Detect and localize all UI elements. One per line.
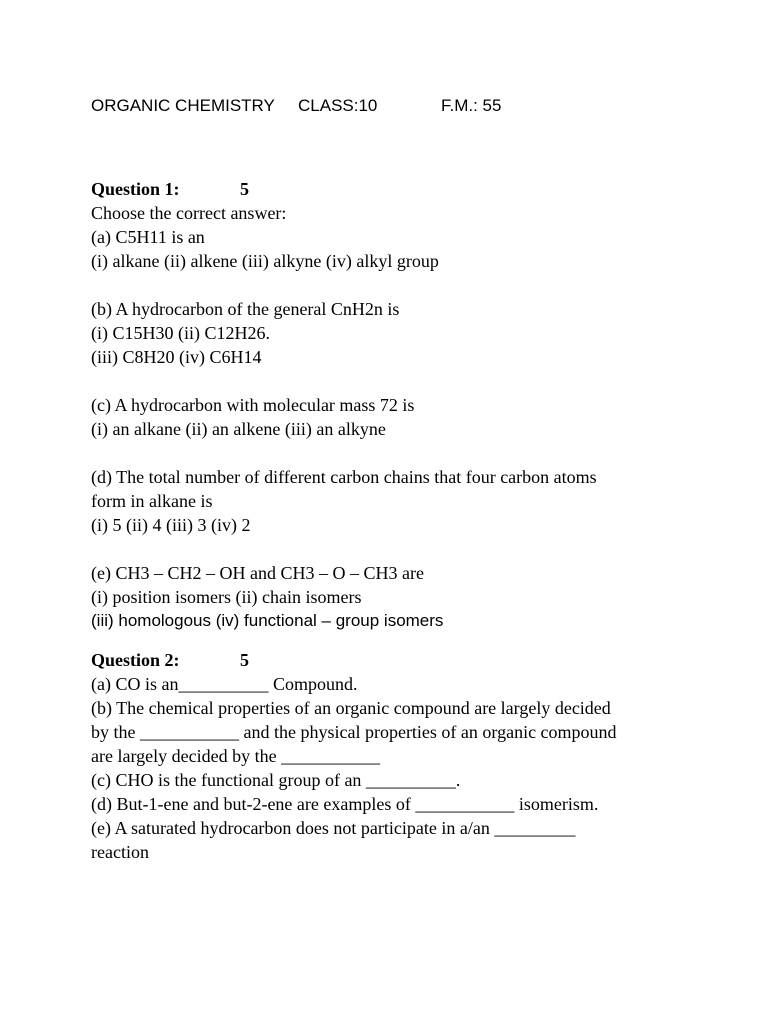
q2-b-line-2: by the ___________ and the physical properties of an organic compound [91,722,617,742]
q1-a-options: (i) alkane (ii) alkene (iii) alkyne (iv) alkyl group [91,251,439,271]
full-marks-label: F.M.: 55 [441,96,502,115]
q1-b-stem: (b) A hydrocarbon of the general CnH2n is [91,299,400,319]
question-2-title: Question 2: [91,650,180,670]
q1-c-stem: (c) A hydrocarbon with molecular mass 72 is [91,395,415,415]
question-1-section [91,177,711,633]
question-2-marks: 5 [240,650,249,670]
q2-e-line-2: reaction [91,842,149,862]
q2-a: (a) CO is an__________ Compound. [91,674,358,694]
q1-d-options: (i) 5 (ii) 4 (iii) 3 (iv) 2 [91,515,251,535]
q1-d-stem-2: form in alkane is [91,491,213,511]
q1-e-stem: (e) CH3 – CH2 – OH and CH3 – O – CH3 are [91,563,424,583]
question-2-heading [91,648,711,672]
q1-b-options-2: (iii) C8H20 (iv) C6H14 [91,347,262,367]
q2-d: (d) But-1-ene and but-2-ene are examples of ___________ isomerism. [91,794,599,814]
subject-title: ORGANIC CHEMISTRY [91,96,275,115]
question-1-instruction: Choose the correct answer: [91,203,287,223]
q1-c-options: (i) an alkane (ii) an alkene (iii) an alkyne [91,419,386,439]
q2-b-line-1: (b) The chemical properties of an organic compound are largely decided [91,698,611,718]
question-2-section [91,648,711,864]
q2-c: (c) CHO is the functional group of an __________. [91,770,461,790]
q1-e-options-1: (i) position isomers (ii) chain isomers [91,587,362,607]
question-1-title: Question 1: [91,179,180,199]
spacer [91,537,711,561]
spacer [91,369,711,393]
q1-b-options-1: (i) C15H30 (ii) C12H26. [91,323,270,343]
question-1-marks: 5 [240,179,249,199]
class-label: CLASS:10 [298,96,378,115]
q1-d-stem-1: (d) The total number of different carbon chains that four carbon atoms [91,467,597,487]
q1-e-options-2: (iii) homologous (iv) functional – group isomers [91,611,444,630]
spacer [91,441,711,465]
q2-b-line-3: are largely decided by the ___________ [91,746,381,766]
spacer [91,273,711,297]
q1-a-stem: (a) C5H11 is an [91,227,205,247]
q2-e-line-1: (e) A saturated hydrocarbon does not participate in a/an _________ [91,818,576,838]
question-1-heading [91,177,711,201]
